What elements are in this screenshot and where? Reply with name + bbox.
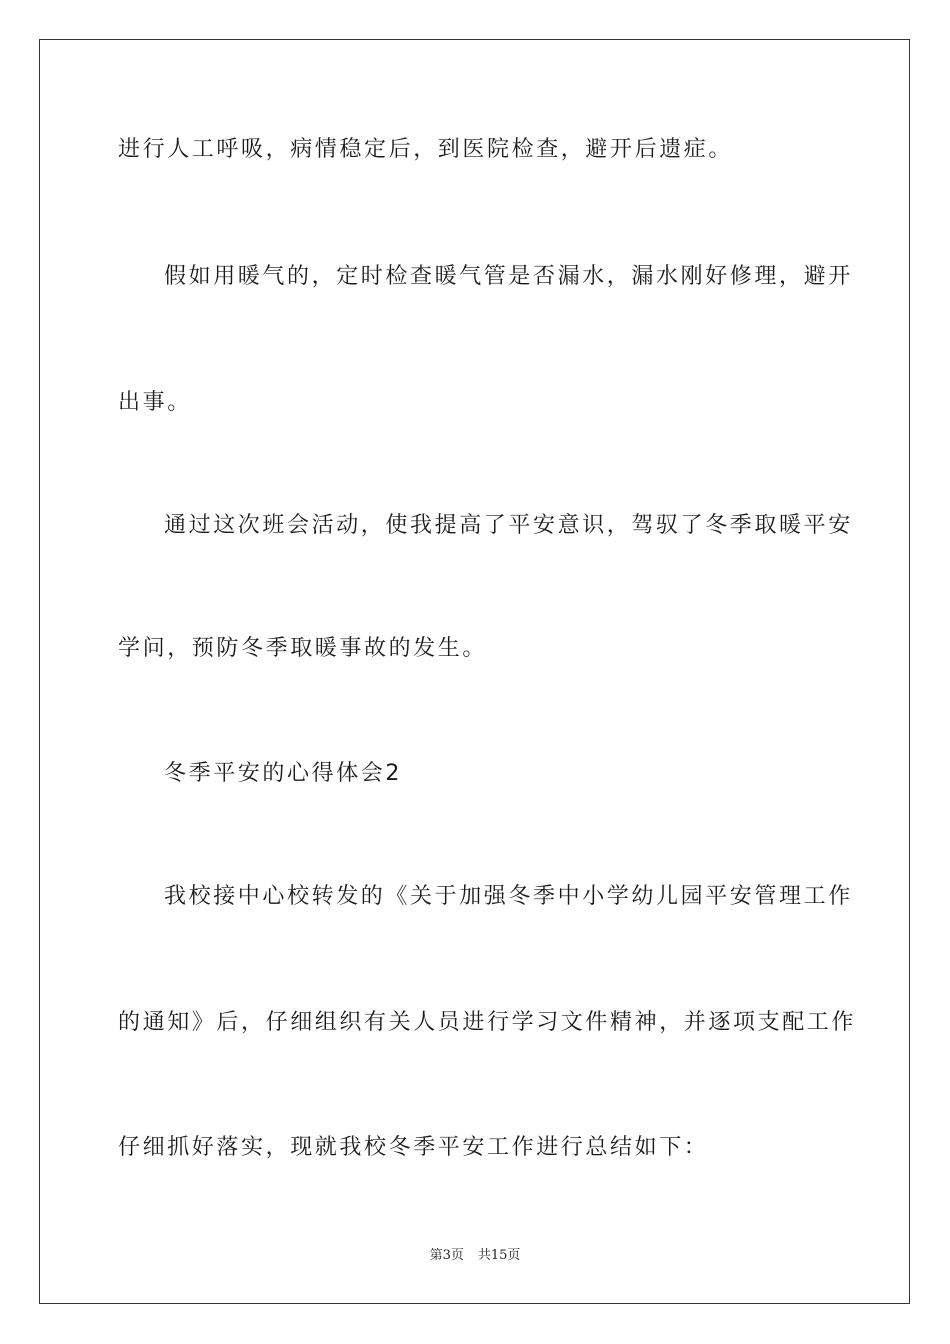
body-text-line: 出事。	[118, 390, 192, 415]
body-text-line: 学问，预防冬季取暖事故的发生。	[118, 636, 488, 661]
body-text-line: 假如用暖气的，定时检查暖气管是否漏水，漏水刚好修理，避开	[164, 264, 853, 289]
page-footer	[0, 1248, 950, 1264]
body-text-line: 通过这次班会活动，使我提高了平安意识，驾驭了冬季取暖平安	[164, 513, 853, 538]
body-text-line: 我校接中心校转发的《关于加强冬季中小学幼儿园平安管理工作	[164, 884, 853, 909]
section-heading: 冬季平安的心得体会2	[164, 761, 402, 786]
page-number: 第3页	[429, 1248, 464, 1263]
page-total: 共15页	[477, 1248, 521, 1263]
body-text-line: 的通知》后，仔细组织有关人员进行学习文件精神，并逐项支配工作	[118, 1010, 857, 1035]
page-frame	[39, 39, 910, 1304]
body-text-line: 进行人工呼吸，病情稳定后，到医院检查，避开后遗症。	[118, 137, 734, 162]
body-text-line: 仔细抓好落实，现就我校冬季平安工作进行总结如下：	[118, 1135, 709, 1160]
